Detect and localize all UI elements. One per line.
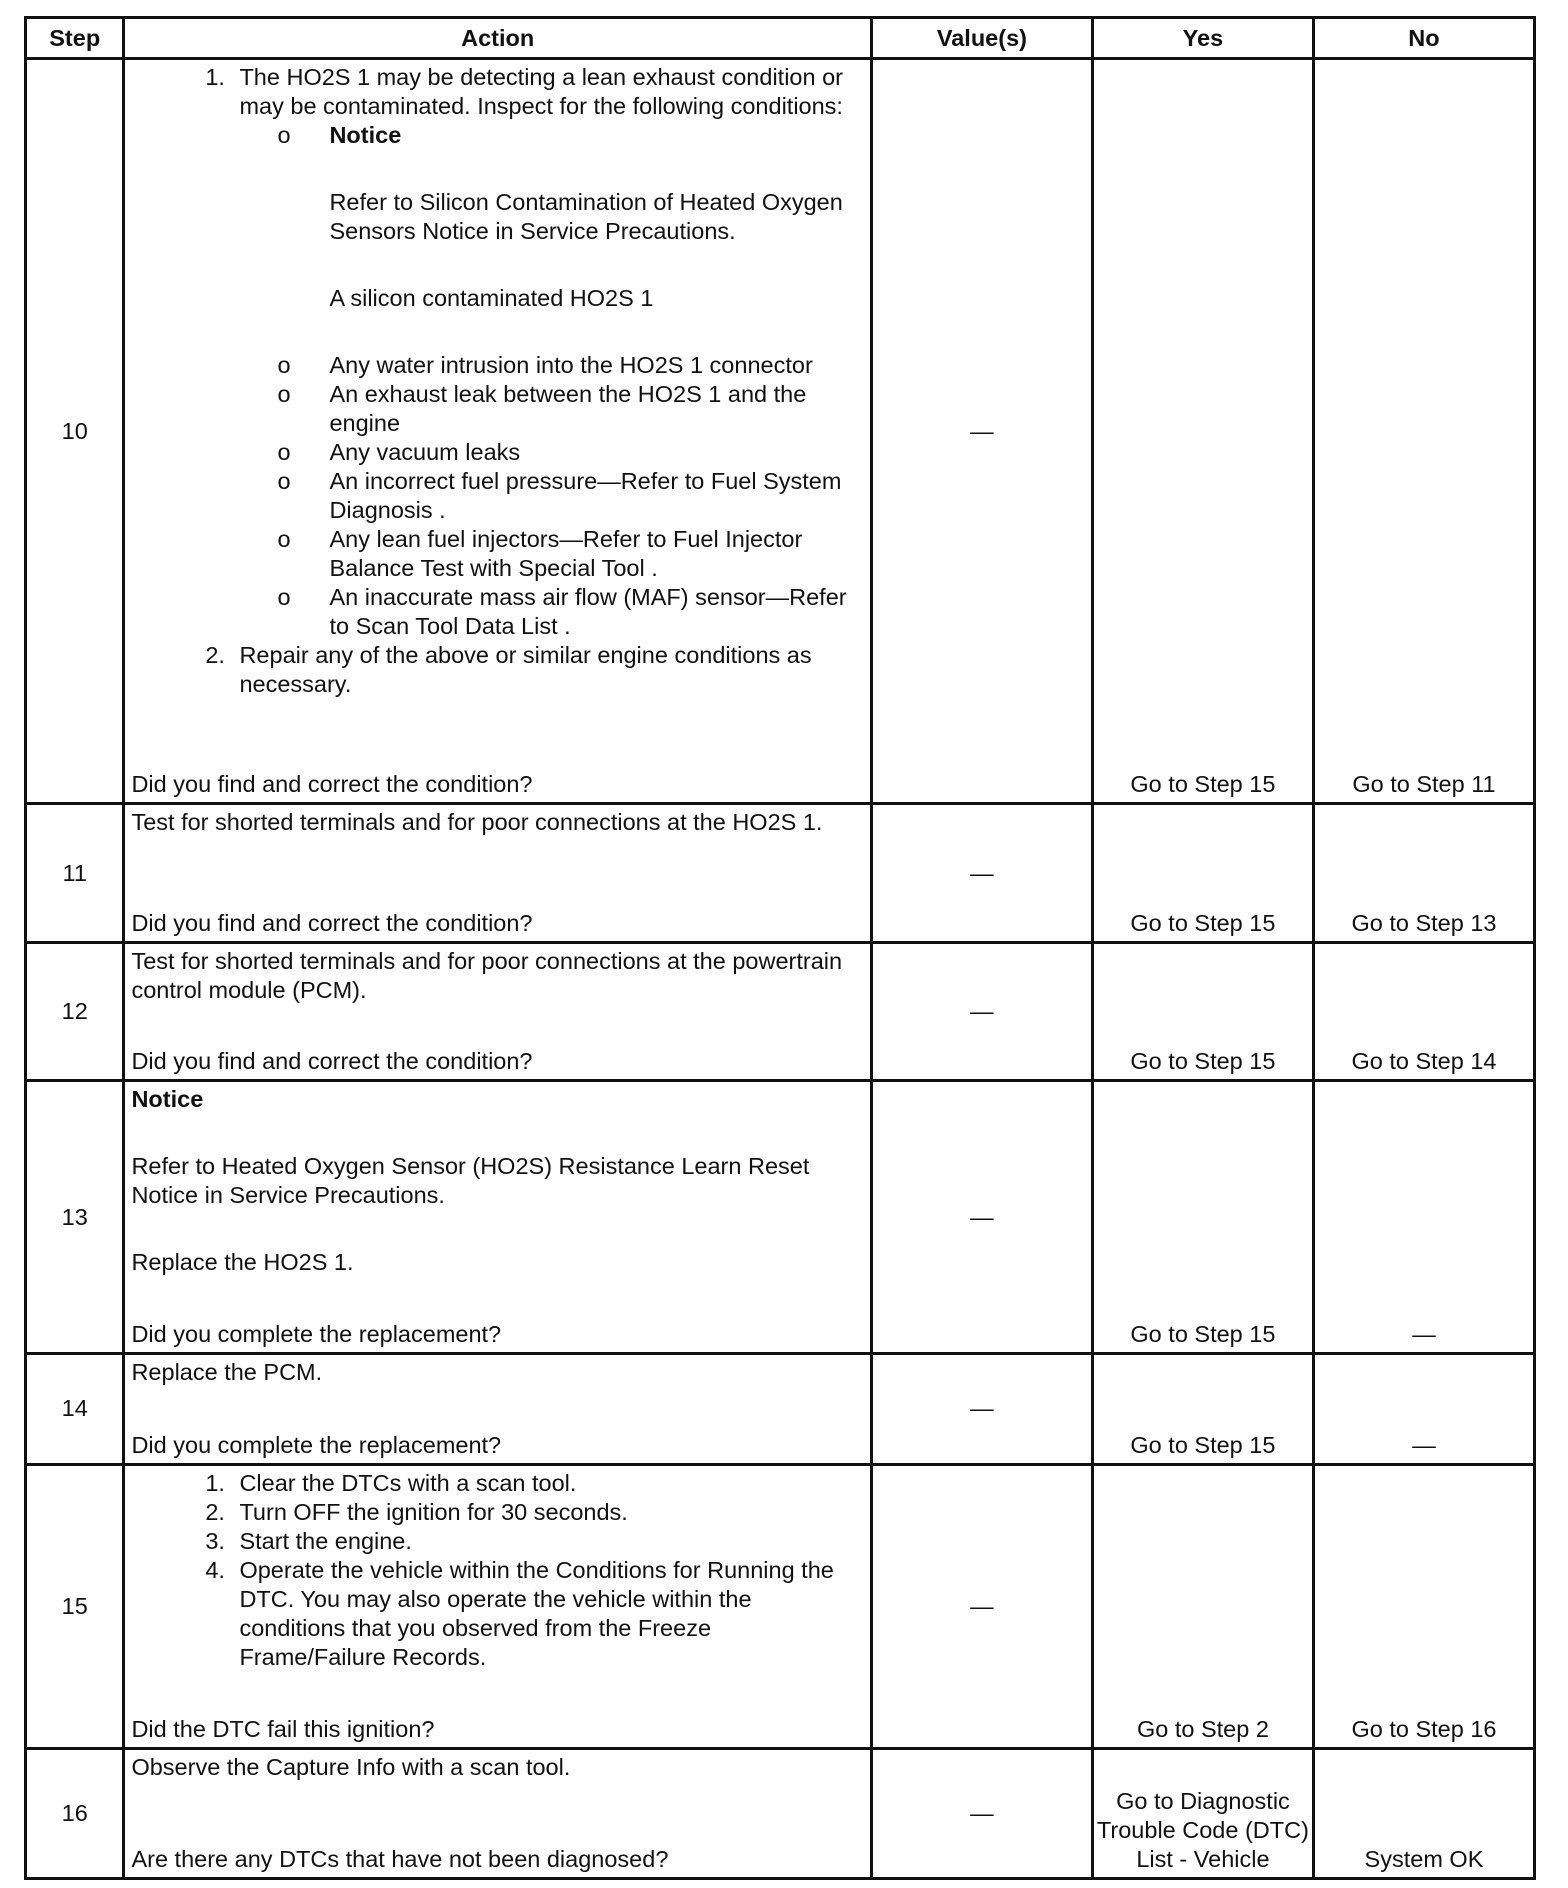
action-cell (124, 1464, 871, 1748)
action-steps (131, 1469, 861, 1672)
yes-result: Go to Step 15 (1092, 1354, 1313, 1464)
list-item: o Any water intrusion into the HO2S 1 connector (329, 351, 861, 380)
question-text: Did the DTC fail this ignition? (131, 1715, 435, 1742)
value-cell: — (871, 1081, 1092, 1354)
action-text: Observe the Capture Info with a scan tool. (131, 1753, 571, 1780)
list-item: o Any lean fuel injectors—Refer to Fuel Injector Balance Test with Special Tool . (329, 525, 861, 583)
list-item: 1. Clear the DTCs with a scan tool. (231, 1469, 861, 1498)
list-item: 3. Start the engine. (231, 1527, 861, 1556)
question-text: Did you find and correct the condition? (131, 909, 533, 936)
question-text: Did you complete the replacement? (131, 1431, 502, 1458)
step-number: 15 (26, 1464, 124, 1748)
list-item: o An inaccurate mass air flow (MAF) sensor—Refer to Scan Tool Data List . (329, 583, 861, 641)
step-number: 14 (26, 1354, 124, 1464)
header-no: No (1313, 18, 1534, 59)
question-text: Did you find and correct the condition? (131, 771, 533, 798)
header-action: Action (124, 18, 871, 59)
list-item (231, 63, 861, 641)
header-values: Value(s) (871, 18, 1092, 59)
step-number: 13 (26, 1081, 124, 1354)
no-result: — (1313, 1081, 1534, 1354)
action-text: Test for shorted terminals and for poor connections at the HO2S 1. (131, 809, 823, 836)
value-cell: — (871, 1748, 1092, 1878)
step-number: 16 (26, 1748, 124, 1878)
action-text: Test for shorted terminals and for poor connections at the powertrain control module (PCM). (131, 947, 843, 1003)
action-text: Replace the PCM. (131, 1359, 323, 1386)
action-cell (124, 942, 871, 1080)
notice-text: Refer to Heated Oxygen Sensor (HO2S) Resistance Learn Reset Notice in Service Precautions. (131, 1153, 810, 1209)
value-cell: — (871, 59, 1092, 804)
table-row-step-15 (26, 1464, 1535, 1748)
header-row (26, 18, 1535, 59)
no-result: Go to Step 16 (1313, 1464, 1534, 1748)
action-cell (124, 59, 871, 804)
table-row-step-14 (26, 1354, 1535, 1464)
no-result: Go to Step 13 (1313, 804, 1534, 942)
value-cell: — (871, 1354, 1092, 1464)
yes-result: Go to Step 2 (1092, 1464, 1313, 1748)
value-cell: — (871, 1464, 1092, 1748)
list-item: o Any vacuum leaks (329, 438, 861, 467)
list-item: 2. Turn OFF the ignition for 30 seconds. (231, 1498, 861, 1527)
action-cell (124, 804, 871, 942)
list-item: o An exhaust leak between the HO2S 1 and the engine (329, 380, 861, 438)
list-item: 4. Operate the vehicle within the Conditions for Running the DTC. You may also operate the vehicle within the conditions that you observed from the Freeze Frame/Failure Records. (231, 1556, 861, 1672)
action-cell (124, 1748, 871, 1878)
notice-title: o Notice (329, 122, 402, 148)
table-row-step-10 (26, 59, 1535, 804)
step-10-intro: The HO2S 1 may be detecting a lean exhaust condition or may be contaminated. Inspect for the following conditions: (239, 64, 843, 119)
step-number: 10 (26, 59, 124, 804)
step-number: 11 (26, 804, 124, 942)
question-text: Did you complete the replacement? (131, 1321, 502, 1348)
action-steps (131, 63, 861, 699)
question-text: Are there any DTCs that have not been diagnosed? (131, 1846, 669, 1872)
no-result: — (1313, 1354, 1534, 1464)
notice-title: Notice (131, 1086, 204, 1113)
list-item (329, 121, 861, 351)
header-yes: Yes (1092, 18, 1313, 59)
yes-result: Go to Step 15 (1092, 1081, 1313, 1354)
list-item: o An incorrect fuel pressure—Refer to Fuel System Diagnosis . (329, 467, 861, 525)
yes-result: Go to Step 15 (1092, 942, 1313, 1080)
conditions-list (239, 121, 861, 641)
diagnostic-table (24, 16, 1536, 1880)
table-row-step-13 (26, 1081, 1535, 1354)
value-cell: — (871, 942, 1092, 1080)
value-cell: — (871, 804, 1092, 942)
action-cell (124, 1354, 871, 1464)
yes-result: Go to Step 15 (1092, 804, 1313, 942)
action-text: Replace the HO2S 1. (131, 1249, 354, 1276)
table-row-step-12 (26, 942, 1535, 1080)
table-row-step-16 (26, 1748, 1535, 1878)
notice-text: Refer to Silicon Contamination of Heated Oxygen Sensors Notice in Service Precautions. (329, 189, 843, 244)
notice-item: A silicon contaminated HO2S 1 (329, 285, 654, 311)
no-result: System OK (1313, 1748, 1534, 1878)
no-result: Go to Step 14 (1313, 942, 1534, 1080)
header-step: Step (26, 18, 124, 59)
list-item: 2. Repair any of the above or similar engine conditions as necessary. (231, 641, 861, 699)
yes-result: Go to Diagnostic Trouble Code (DTC) List - Vehicle (1092, 1748, 1313, 1878)
question-text: Did you find and correct the condition? (131, 1048, 533, 1075)
no-result: Go to Step 11 (1313, 59, 1534, 804)
yes-result: Go to Step 15 (1092, 59, 1313, 804)
action-cell (124, 1081, 871, 1354)
step-number: 12 (26, 942, 124, 1080)
table-row-step-11 (26, 804, 1535, 942)
